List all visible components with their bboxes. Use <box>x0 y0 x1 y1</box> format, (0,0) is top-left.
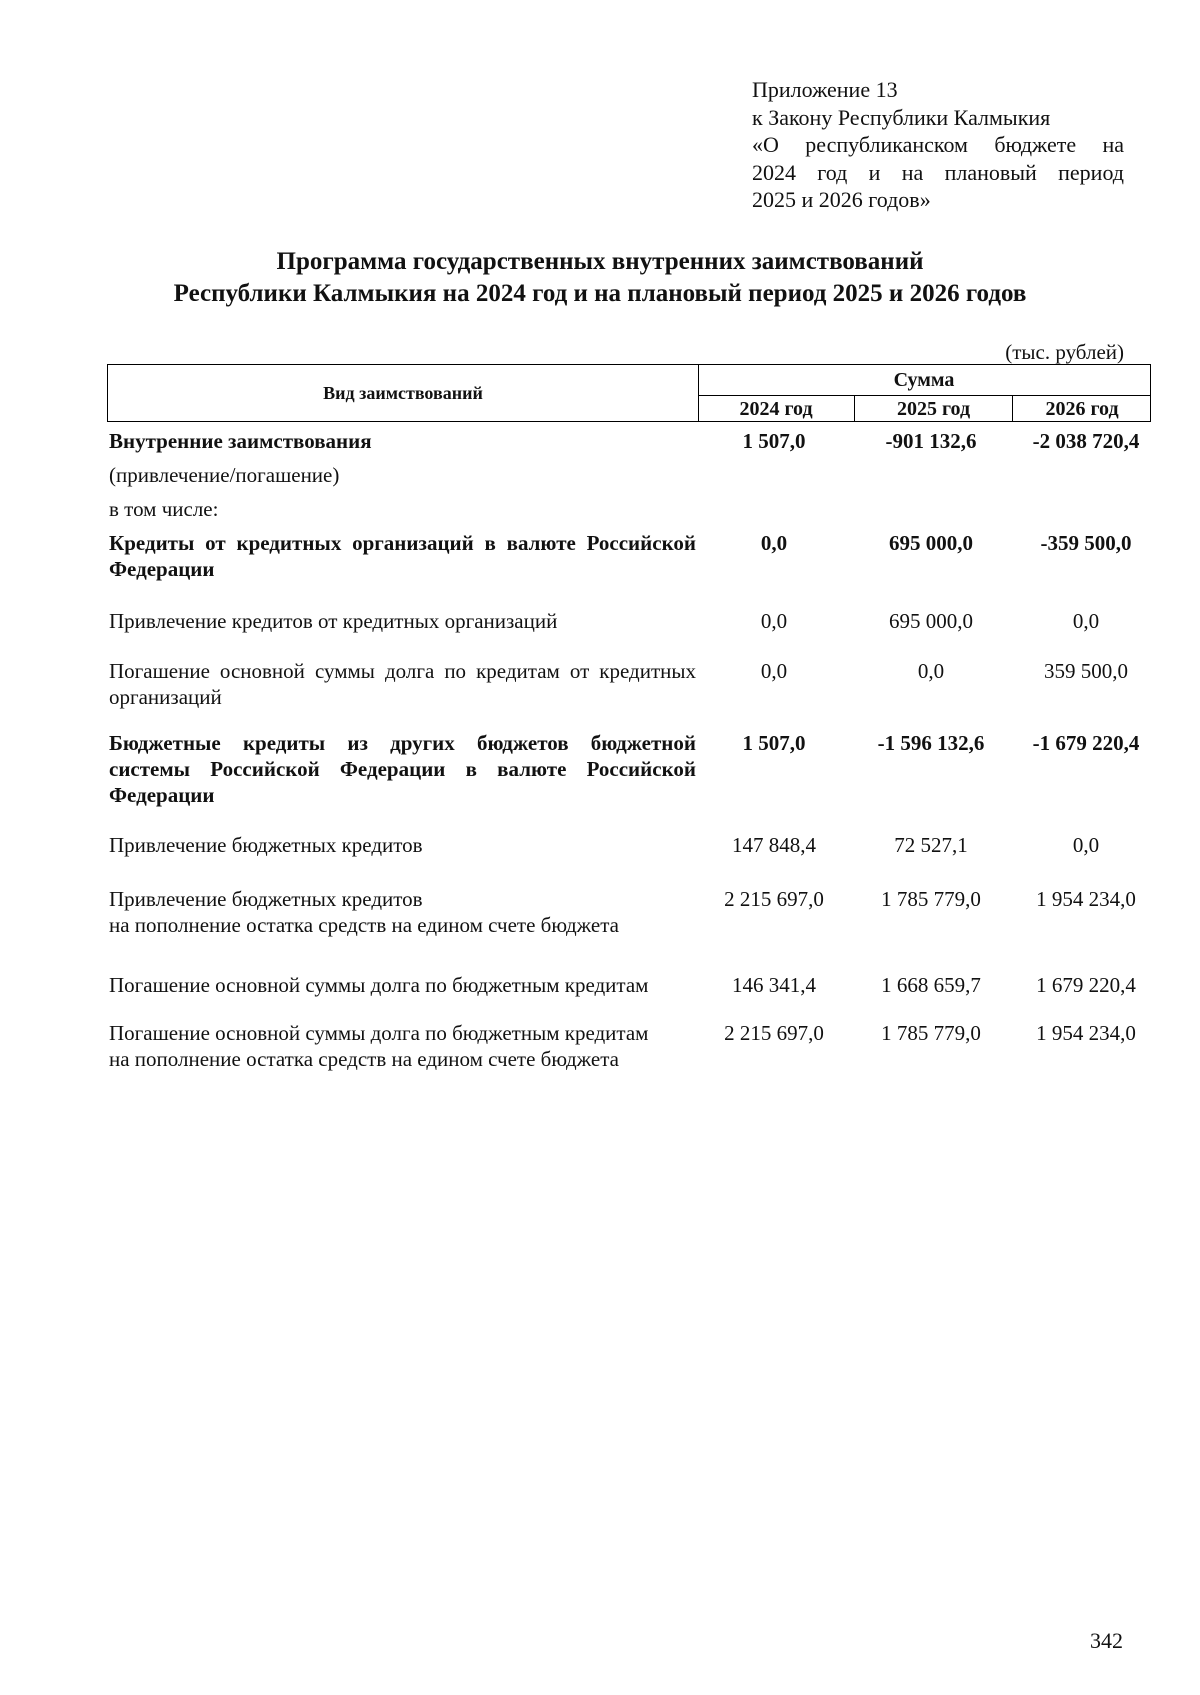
row-label-line-2: на пополнение остатка средств на едином счете бюджета <box>109 1047 619 1071</box>
row-label <box>109 1020 696 1072</box>
row-value-2025: 1 785 779,0 <box>881 887 981 911</box>
header-year-2026: 2026 год <box>1045 398 1119 420</box>
row-value-2026: 359 500,0 <box>1044 659 1128 683</box>
row-label: Кредиты от кредитных организаций в валюте Российской Федерации <box>109 531 696 581</box>
row-value-2026: 1 954 234,0 <box>1036 887 1136 911</box>
appendix-number: Приложение 13 <box>752 77 898 102</box>
row-value-2026: 0,0 <box>1072 833 1100 857</box>
appendix-law-title-2: 2024 год и на плановый период <box>752 159 1124 185</box>
page-number: 342 <box>1090 1628 1123 1653</box>
row-value-2026: -359 500,0 <box>1040 531 1132 555</box>
row-value-2026: -1 679 220,4 <box>1032 731 1140 755</box>
row-value-2024: 1 507,0 <box>742 429 806 453</box>
row-value-2026: 1 954 234,0 <box>1036 1021 1136 1045</box>
header-sum: Сумма <box>698 365 1150 396</box>
row-label: Погашение основной суммы долга по кредитам от кредитных организаций <box>109 659 696 709</box>
row-label <box>109 886 696 938</box>
row-value-2025: 1 785 779,0 <box>881 1021 981 1045</box>
row-value-2024: 2 215 697,0 <box>724 887 824 911</box>
row-value-2025: 695 000,0 <box>889 531 973 555</box>
row-label: (привлечение/погашение) <box>109 463 340 487</box>
document-title-line-2: Республики Калмыкия на 2024 год и на плановый период 2025 и 2026 годов <box>173 280 1027 307</box>
appendix-law-title-1: «О республиканском бюджете на <box>752 132 1124 157</box>
row-value-2024: 0,0 <box>760 531 788 555</box>
row-value-2026: 0,0 <box>1072 609 1100 633</box>
header-year-2025: 2025 год <box>855 396 1013 421</box>
row-label: Привлечение бюджетных кредитов <box>109 833 423 857</box>
row-label: Привлечение кредитов от кредитных организаций <box>109 609 558 633</box>
row-value-2025: 0,0 <box>917 659 945 683</box>
row-label: Погашение основной суммы долга по бюджетным кредитам <box>109 973 649 997</box>
document-title <box>60 246 1140 310</box>
row-value-2025: 695 000,0 <box>889 609 973 633</box>
header-year-2024: 2024 год <box>698 396 855 421</box>
row-value-2025: -1 596 132,6 <box>877 731 985 755</box>
row-value-2026: -2 038 720,4 <box>1032 429 1140 453</box>
row-value-2025: 72 527,1 <box>894 833 968 857</box>
row-value-2024: 146 341,4 <box>732 973 816 997</box>
row-value-2024: 0,0 <box>760 659 788 683</box>
units-label: (тыс. рублей) <box>1005 340 1124 364</box>
row-label: Внутренние заимствования <box>109 429 372 453</box>
row-label: в том числе: <box>109 497 219 521</box>
appendix-law-title-3: 2025 и 2026 годов» <box>752 187 931 212</box>
row-value-2026: 1 679 220,4 <box>1036 973 1136 997</box>
row-label-line-2: на пополнение остатка средств на едином счете бюджета <box>109 913 619 937</box>
row-value-2024: 1 507,0 <box>742 731 806 755</box>
document-title-line-1: Программа государственных внутренних заимствований <box>276 248 924 275</box>
table-header <box>107 364 1151 422</box>
row-value-2024: 147 848,4 <box>732 833 816 857</box>
header-borrowing-type: Вид заимствований <box>108 365 699 421</box>
row-value-2025: -901 132,6 <box>885 429 977 453</box>
row-label-line-1: Привлечение бюджетных кредитов <box>109 887 423 911</box>
row-label: Бюджетные кредиты из других бюджетов бюджетной системы Российской Федерации в валюте Российской Федерации <box>109 731 696 807</box>
row-label-line-1: Погашение основной суммы долга по бюджетным кредитам <box>109 1021 649 1045</box>
row-value-2025: 1 668 659,7 <box>881 973 981 997</box>
appendix-header <box>752 76 1124 214</box>
row-value-2024: 2 215 697,0 <box>724 1021 824 1045</box>
appendix-law-ref: к Закону Республики Калмыкия <box>752 104 1051 130</box>
row-value-2024: 0,0 <box>760 609 788 633</box>
